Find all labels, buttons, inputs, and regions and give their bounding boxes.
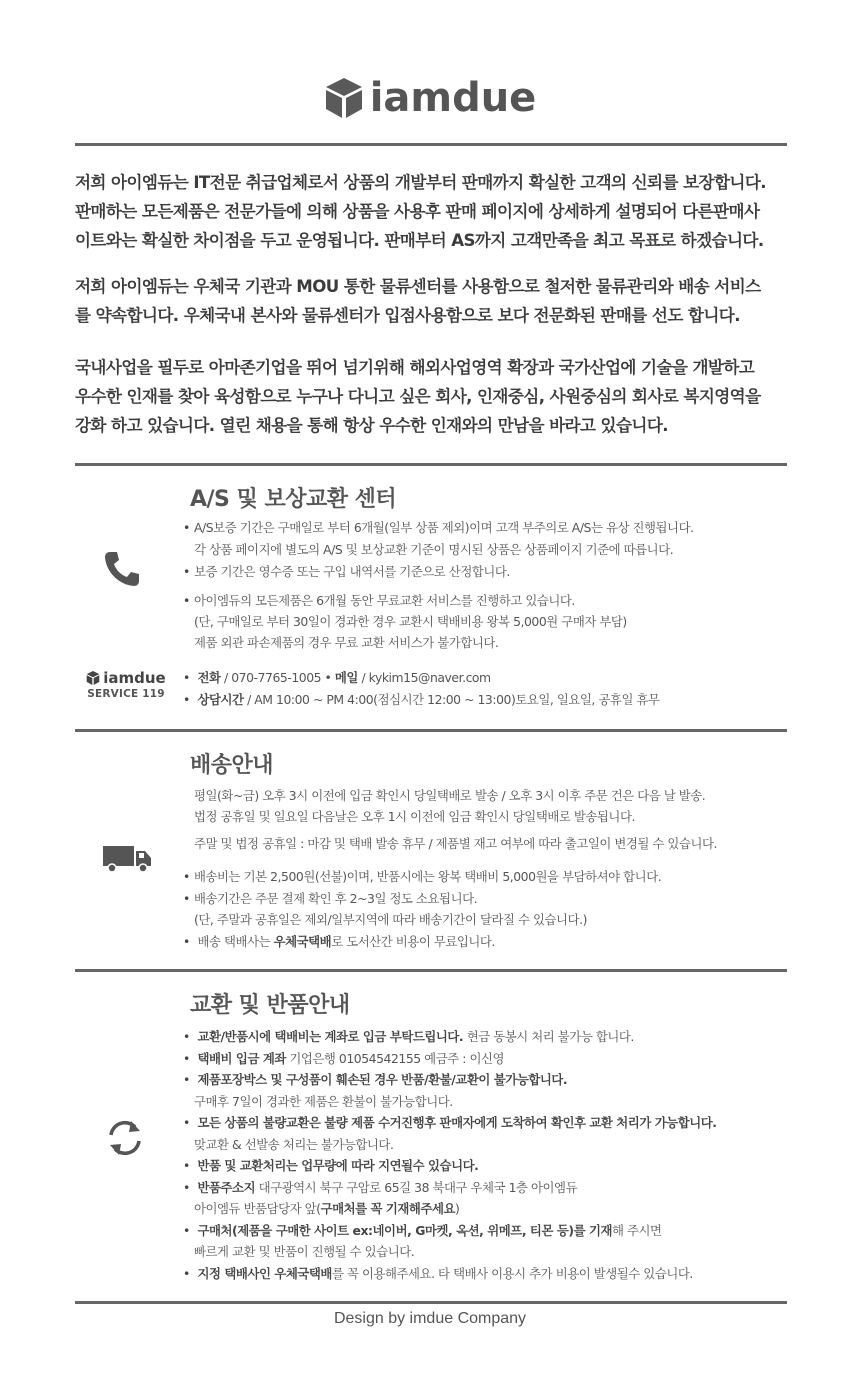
exchange-line: 구매후 7일이 경과한 제품은 환불이 불가능합니다. (194, 1094, 453, 1109)
refresh-icon (104, 1118, 146, 1158)
intro-paragraph-1: 저희 아이엠듀는 IT전문 취급업체로서 상품의 개발부터 판매까지 확실한 고객의 신뢰를 보장합니다. 판매하는 모든제품은 전문가들에 의해 상품을 사용후 판매 페이지에 상세하게 설명되어 다른판매사 이트와는 확실한 차이점을 두고 운영됩니다. 판매부터 AS까지 고객만족을 최고 목표로 하겠습니다. (75, 173, 766, 250)
exchange-line: • 교환/반품시에 택배비는 계좌로 입금 부탁드립니다. 현금 동봉시 처리 불가능 합니다. (183, 1027, 634, 1045)
service-logo (80, 670, 172, 700)
shipping-line: 평일(화~금) 오후 3시 이전에 입금 확인시 당일택배로 발송 / 오후 3시 이후 주문 건은 다음 날 발송. (194, 788, 706, 803)
shipping-title: 배송안내 (190, 753, 274, 778)
contact-line: • 전화 / 070-7765-1005 • 메일 / kykim15@naver.com (183, 668, 491, 686)
exchange-line: 맞교환 & 선발송 처리는 불가능합니다. (194, 1137, 394, 1152)
exchange-line: 아이엠듀 반품담당자 앞(구매처를 꼭 기재해주세요) (194, 1201, 460, 1216)
exchange-line: • 모든 상품의 불량교환은 불량 제품 수거진행후 판매자에게 도착하여 확인후 교환 처리가 가능합니다. (183, 1113, 717, 1131)
intro-paragraph-2: 저희 아이엠듀는 우체국 기관과 MOU 통한 물류센터를 사용함으로 철저한 물류관리와 배송 서비스 를 약속합니다. 우체국내 본사와 물류센터가 입점사용함으로 보다 전문화된 판매를 선도 합니다. (75, 277, 761, 325)
truck-icon (102, 843, 152, 873)
divider (75, 463, 787, 466)
brand-logo (0, 70, 860, 126)
phone-number[interactable]: 070-7765-1005 (231, 670, 322, 685)
as-line: • 아이엠듀의 모든제품은 6개월 동안 무료교환 서비스를 진행하고 있습니다. (183, 591, 575, 609)
exchange-line: • 구매처(제품을 구매한 사이트 ex:네이버, G마켓, 옥션, 위메프, 티몬 등)를 기재해 주시면 (183, 1221, 662, 1239)
as-line: (단, 구매일로 부터 30일이 경과한 경우 교환시 택배비용 왕복 5,000원 구매자 부담) (194, 614, 627, 629)
divider (75, 729, 787, 732)
cube-logo-icon (86, 670, 100, 686)
exchange-line: • 반품주소지 대구광역시 북구 구암로 65길 38 북대구 우체국 1층 아이엠듀 (183, 1178, 577, 1196)
divider (75, 969, 787, 972)
as-line: • A/S보증 기간은 구매일로 부터 6개월(일부 상품 제외)이며 고객 부주의로 A/S는 유상 진행됩니다. (183, 518, 694, 536)
intro-paragraph-3: 국내사업을 필두로 아마존기업을 뛰어 넘기위해 해외사업영역 확장과 국가산업에 기술을 개발하고 우수한 인재를 찾아 육성함으로 누구나 다니고 싶은 회사, 인재중심, 사원중심의 회사로 복지영역을 강화 하고 있습니다. 열린 채용을 통해 항상 우수한 인재와의 만남을 바라고 있습니다. (75, 358, 761, 435)
divider (75, 143, 787, 146)
shipping-line: • 배송 택배사는 우체국택배로 도서산간 비용이 무료입니다. (183, 932, 495, 950)
shipping-line: • 배송기간은 주문 결제 확인 후 2~3일 정도 소요됩니다. (183, 889, 477, 907)
shipping-line: (단, 주말과 공휴일은 제외/일부지역에 따라 배송기간이 달라질 수 있습니다.) (194, 912, 587, 927)
shipping-line: • 배송비는 기본 2,500원(선불)이며, 반품시에는 왕복 택배비 5,000원을 부담하셔야 합니다. (183, 867, 661, 885)
brand-name: iamdue (369, 75, 537, 121)
as-line: • 보증 기간은 영수증 또는 구입 내역서를 기준으로 산정합니다. (183, 562, 510, 580)
exchange-line: • 지정 택배사인 우체국택배를 꼭 이용해주세요. 타 택배사 이용시 추가 비용이 발생될수 있습니다. (183, 1264, 693, 1282)
footer-credit: Design by imdue Company (333, 1310, 527, 1327)
divider (75, 1301, 787, 1304)
service-label: SERVICE 119 (87, 688, 165, 700)
exchange-line: • 제품포장박스 및 구성품이 훼손된 경우 반품/환불/교환이 불가능합니다. (183, 1070, 567, 1088)
exchange-title: 교환 및 반품안내 (190, 993, 350, 1018)
cube-logo-icon (324, 76, 364, 120)
exchange-line: 빠르게 교환 및 반품이 진행될 수 있습니다. (194, 1244, 415, 1259)
as-line: 각 상품 페이지에 별도의 A/S 및 보상교환 기준이 명시된 상품은 상품페이지 기준에 따릅니다. (194, 542, 674, 557)
phone-icon (102, 549, 142, 589)
shipping-line: 주말 및 법정 공휴일 : 마감 및 택배 발송 휴무 / 제품별 재고 여부에 따라 출고일이 변경될 수 있습니다. (194, 836, 717, 851)
service-brand-name: iamdue (103, 668, 166, 687)
exchange-line: • 택배비 입금 계좌 기업은행 01054542155 예금주 : 이신영 (183, 1049, 504, 1067)
as-center-title: A/S 및 보상교환 센터 (190, 487, 397, 512)
shipping-line: 법정 공휴일 및 일요일 다음날은 오후 1시 이전에 임금 확인시 당일택배로 발송됩니다. (194, 809, 635, 824)
as-line: 제품 외관 파손제품의 경우 무료 교환 서비스가 불가합니다. (194, 635, 499, 650)
hours-line: • 상담시간 / AM 10:00 ~ PM 4:00(점심시간 12:00 ~ 13:00)토요일, 일요일, 공휴일 휴무 (183, 690, 660, 708)
exchange-line: • 반품 및 교환처리는 업무량에 따라 지연될수 있습니다. (183, 1156, 478, 1174)
email-link[interactable]: kykim15@naver.com (368, 670, 491, 685)
